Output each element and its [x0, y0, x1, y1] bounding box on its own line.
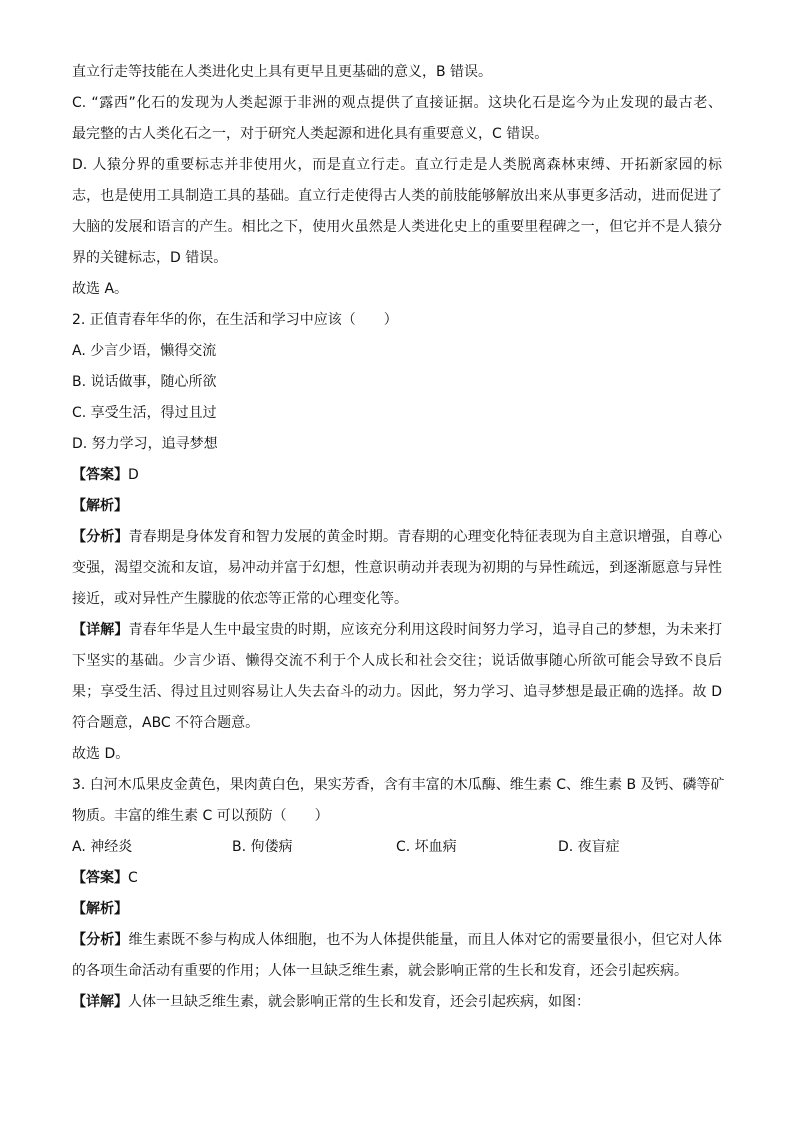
q3-option-c: C. 坏血病	[396, 839, 457, 855]
q1-final-choice: 故选 A。	[72, 281, 129, 297]
xiangjie-text: 青春年华是人生中最宝贵的时期，应该充分利用这段时间努力学习，追寻自己的梦想，为未来打	[128, 622, 723, 638]
q2-xiangjie-line-1	[72, 620, 722, 640]
q3-xiangjie-line-1	[72, 992, 722, 1012]
analysis-tag: 【解析】	[72, 498, 128, 514]
q2-option-d: D. 努力学习，追寻梦想	[72, 436, 218, 452]
q2-fenxi-line-2: 变强，渴望交流和友谊，易冲动并富于幻想，性意识萌动并表现为初期的与异性疏远，到逐渐愿意与异性	[72, 560, 722, 576]
xiangjie-tag: 【详解】	[72, 622, 129, 638]
answer-value: C	[128, 870, 138, 886]
fenxi-text: 维生素既不参与构成人体细胞，也不为人体提供能量，而且人体对它的需要量很小，但它对人体	[128, 932, 723, 948]
q3-answer	[72, 868, 722, 888]
q3-stem-line-1: 3. 白河木瓜果皮金黄色，果肉黄白色，果实芳香，含有丰富的木瓜酶、维生素 C、维生素 B 及钙、磷等矿	[72, 777, 725, 793]
answer-value: D	[128, 467, 139, 483]
analysis-tag: 【解析】	[72, 901, 128, 917]
q1-option-d-line-2: 志，也是使用工具制造工具的基础。直立行走使得古人类的前肢能够解放出来从事更多活动，进而促进了	[72, 188, 722, 204]
q3-analysis-heading	[72, 899, 722, 919]
q2-xiangjie-line-4: 符合题意，ABC 不符合题意。	[72, 715, 260, 731]
q3-fenxi-line-1	[72, 930, 722, 950]
xiangjie-text: 人体一旦缺乏维生素，就会影响正常的生长和发育，还会引起疾病，如图：	[128, 994, 590, 1010]
q1-option-c-line-2: 最完整的古人类化石之一，对于研究人类起源和进化具有重要意义，C 错误。	[72, 126, 549, 142]
q3-fenxi-line-2: 的各项生命活动有重要的作用；人体一旦缺乏维生素，就会影响正常的生长和发育，还会引起疾病。	[72, 963, 688, 979]
q2-final-choice: 故选 D。	[72, 746, 130, 762]
q2-fenxi-line-1	[72, 527, 722, 547]
answer-tag: 【答案】	[72, 870, 128, 886]
q2-xiangjie-line-2: 下坚实的基础。少言少语、懒得交流不利于个人成长和社会交往；说话做事随心所欲可能会导致不良后	[72, 653, 722, 669]
q1-option-b-conclusion: 直立行走等技能在人类进化史上具有更早且更基础的意义，B 错误。	[72, 64, 493, 80]
q1-option-d-line-4: 界的关键标志，D 错误。	[72, 250, 228, 266]
xiangjie-tag: 【详解】	[72, 994, 128, 1010]
q2-analysis-heading	[72, 496, 722, 516]
q1-option-d-line-3: 大脑的发展和语言的产生。相比之下，使用火虽然是人类进化史上的重要里程碑之一，但它并不是人猿分	[72, 219, 722, 235]
q3-options-row	[72, 837, 722, 857]
q2-option-c: C. 享受生活，得过且过	[72, 405, 217, 421]
q3-option-d: D. 夜盲症	[558, 839, 620, 855]
q2-stem: 2. 正值青春年华的你，在生活和学习中应该（ ）	[72, 312, 398, 328]
fenxi-text: 青春期是身体发育和智力发展的黄金时期。青春期的心理变化特征表现为自主意识增强，自尊心	[128, 529, 723, 545]
document-page	[72, 62, 725, 1023]
fenxi-tag: 【分析】	[72, 529, 129, 545]
q2-option-a: A. 少言少语，懒得交流	[72, 343, 217, 359]
fenxi-tag: 【分析】	[72, 932, 129, 948]
q3-option-a: A. 神经炎	[72, 839, 133, 855]
q1-option-c-line-1: C. “露西”化石的发现为人类起源于非洲的观点提供了直接证据。这块化石是迄今为止发现的最古老、	[72, 95, 722, 111]
q2-option-b: B. 说话做事，随心所欲	[72, 374, 217, 390]
q1-option-d-line-1: D. 人猿分界的重要标志并非使用火，而是直立行走。直立行走是人类脱离森林束缚、开拓新家园的标	[72, 157, 722, 173]
q2-fenxi-line-3: 接近，或对异性产生朦胧的依恋等正常的心理变化等。	[72, 591, 408, 607]
answer-tag: 【答案】	[72, 467, 128, 483]
q2-answer	[72, 465, 722, 485]
q2-xiangjie-line-3: 果；享受生活、得过且过则容易让人失去奋斗的动力。因此，努力学习、追寻梦想是最正确的选择。故 D	[72, 684, 722, 700]
q3-option-b: B. 佝偻病	[232, 839, 293, 855]
q3-stem-line-2: 物质。丰富的维生素 C 可以预防（ ）	[72, 808, 329, 824]
